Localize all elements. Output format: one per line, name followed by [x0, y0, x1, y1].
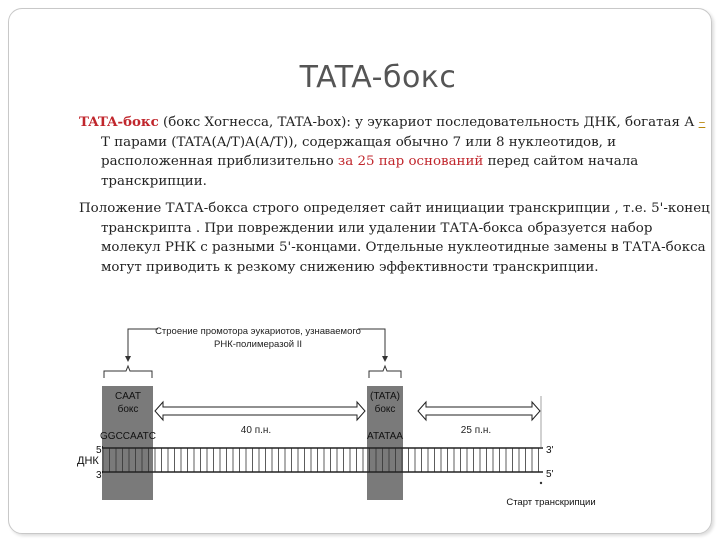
dna-label: ДНК: [77, 455, 99, 467]
end-label: 5': [96, 445, 104, 456]
tata-label: (TATA): [370, 391, 400, 402]
caat-label: CAAT: [115, 391, 141, 402]
brace-caat: [104, 366, 152, 378]
caption-bracket: [358, 329, 385, 358]
term-tata-box: TATA-бокс: [79, 114, 159, 130]
end-label: 3': [546, 445, 554, 456]
text: перед сайтом начала транскрипции.: [101, 154, 639, 189]
caption-line1: Строение промотора эукариотов, узнаваемого: [155, 326, 361, 337]
caption-bracket: [128, 329, 158, 358]
tata-sequence: ATATAA: [367, 431, 403, 442]
distance-arrow-25: [418, 402, 540, 420]
caption-line2: РНК-полимеразой II: [214, 339, 302, 350]
start-marker: [540, 482, 542, 484]
highlight-25bp: за 25 пар оснований: [337, 154, 484, 169]
text: (бокс Хогнесса, TATA-box): у эукариот последовательность ДНК, богатая А: [158, 115, 699, 130]
caat-sequence: GGCCAATC: [100, 431, 156, 442]
arrow-head: [125, 356, 131, 362]
distance-25-label: 25 п.н.: [460, 425, 492, 436]
end-label: 5': [546, 469, 554, 480]
distance-40-label: 40 п.н.: [240, 425, 272, 436]
arrow-head: [382, 356, 388, 362]
brace-tata: [369, 366, 401, 378]
slide-title: TATA-бокс: [299, 60, 457, 95]
caat-label: бокс: [117, 404, 139, 415]
paragraph-position: Положение ТАТА-бокса строго определяет сайт инициации транскрипции , т.е. 5'-конец транскрипта . При повреждении или удалении ТАТА-бокса образуется набор молекул РНК с разными 5'-концами. Отдельные нуклеотидные замены в ТАТА-бокса могут приводить к резкому снижению эффективности транскрипции.: [79, 201, 710, 275]
start-transcription-label: Старт транскрипции: [506, 497, 596, 508]
tata-label: бокс: [374, 404, 396, 415]
distance-arrow-40: [155, 402, 365, 420]
text: Т парами (TATA(A/T)A(A/T)), содержащая обычно 7 или 8 нуклеотидов, и расположенная приблизительно: [101, 134, 617, 169]
dna-rungs: [102, 448, 543, 472]
dash-link[interactable]: –: [698, 115, 706, 130]
end-label: 3': [96, 470, 104, 481]
